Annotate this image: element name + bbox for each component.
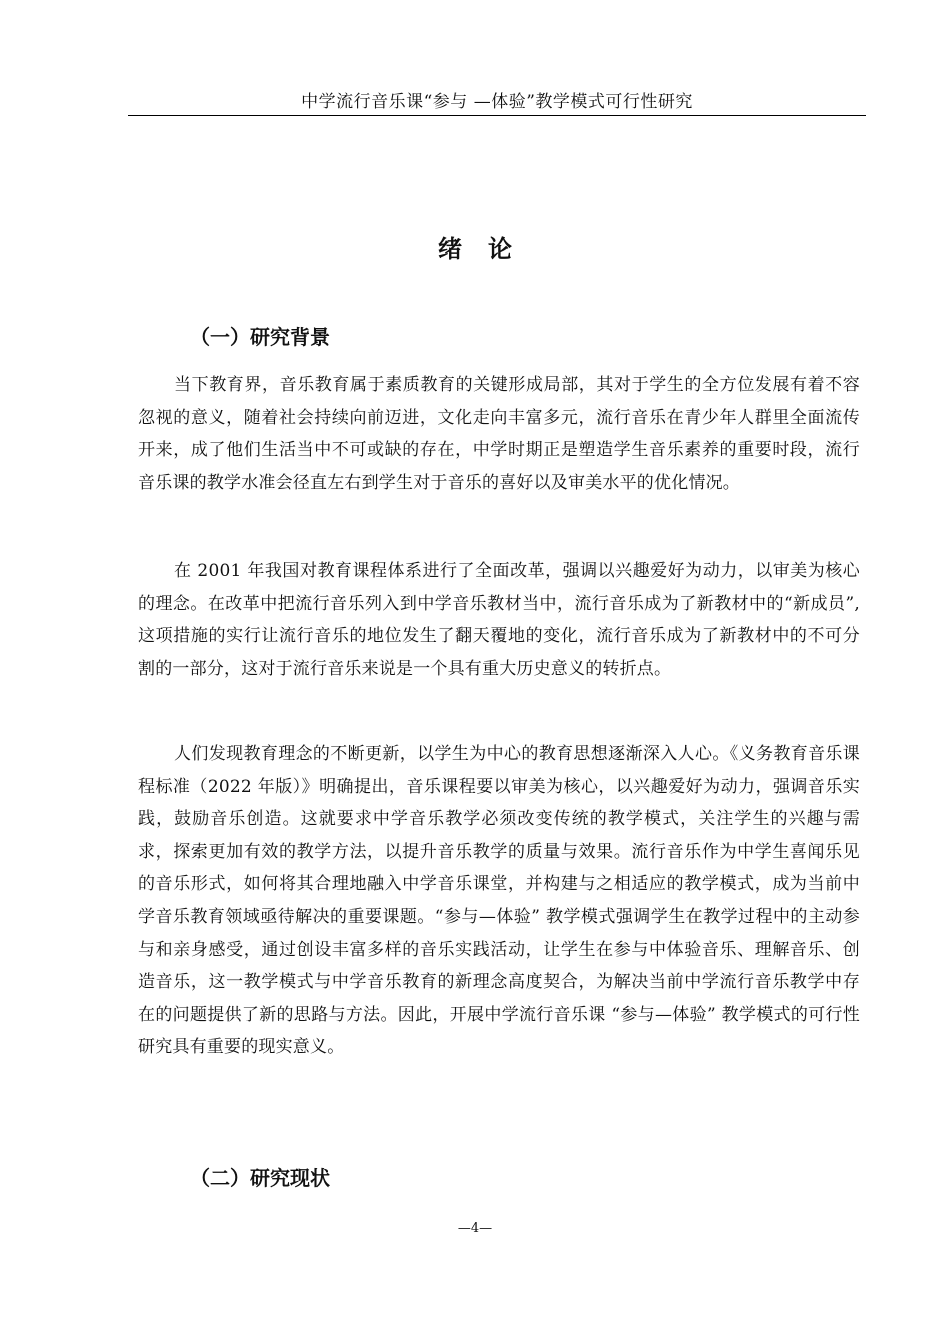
section-heading-background: （一）研究背景 [190, 325, 330, 349]
chapter-title: 绪论 [438, 235, 538, 263]
running-header-title: 中学流行音乐课“参与 —体验”教学模式可行性研究 [301, 92, 693, 112]
section-heading-status: （二）研究现状 [190, 1166, 330, 1190]
page-number: —4— [457, 1221, 493, 1236]
running-header [128, 90, 866, 116]
paragraph: 当下教育界，音乐教育属于素质教育的关键形成局部，其对于学生的全方位发展有着不容忽视的意义，随着社会持续向前迈进，文化走向丰富多元，流行音乐在青少年人群里全面流传开来，成了他们生活当中不可或缺的存在，中学时期正是塑造学生音乐素养的重要时段，流行音乐课的教学水准会径直左右到学生对于音乐的喜好以及审美水平的优化情况。 [138, 375, 860, 493]
paragraph: 人们发现教育理念的不断更新，以学生为中心的教育思想逐渐深入人心。《义务教育音乐课程标准（2022 年版）》明确提出，音乐课程要以审美为核心，以兴趣爱好为动力，强调音乐实践，鼓励音乐创造。这就要求中学音乐教学必须改变传统的教学模式，关注学生的兴趣与需求，探索更加有效的教学方法，以提升音乐教学的质量与效果。流行音乐作为中学生喜闻乐见的音乐形式，如何将其合理地融入中学音乐课堂，并构建与之相适应的教学模式，成为当前中学音乐教育领域亟待解决的重要课题。“参与—体验” 教学模式强调学生在教学过程中的主动参与和亲身感受，通过创设丰富多样的音乐实践活动，让学生在参与中体验音乐、理解音乐、创造音乐，这一教学模式与中学音乐教育的新理念高度契合，为解决当前中学流行音乐教学中存在的问题提供了新的思路与方法。因此，开展中学流行音乐课 “参与—体验” 教学模式的可行性研究具有重要的现实意义。 [138, 744, 860, 1058]
paragraph: 在 2001 年我国对教育课程体系进行了全面改革，强调以兴趣爱好为动力，以审美为核心的理念。在改革中把流行音乐列入到中学音乐教材当中，流行音乐成为了新教材中的“新成员”,这项措施的实行让流行音乐的地位发生了翻天覆地的变化，流行音乐成为了新教材中的不可分割的一部分，这对于流行音乐来说是一个具有重大历史意义的转折点。 [138, 561, 860, 679]
